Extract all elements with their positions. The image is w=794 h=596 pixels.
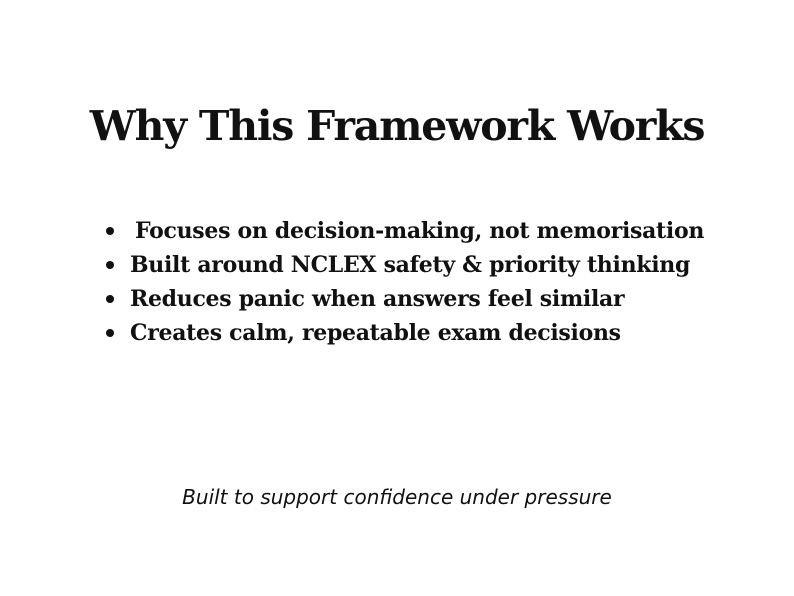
- list-item: [104, 316, 704, 350]
- bullet-icon: [106, 329, 114, 337]
- bullet-icon: [106, 295, 114, 303]
- list-item: [104, 282, 704, 316]
- list-item: [104, 248, 704, 282]
- list-item: [104, 214, 704, 248]
- bullet-list: [104, 214, 704, 350]
- bullet-text: Built around NCLEX safety & priority thinking: [130, 252, 691, 278]
- bullet-text: Focuses on decision-making, not memorisation: [135, 218, 705, 244]
- bullet-text: Creates calm, repeatable exam decisions: [130, 320, 621, 346]
- bullet-icon: [106, 227, 114, 235]
- slide-title: Why This Framework Works: [89, 102, 705, 150]
- tagline: Built to support confidence under pressure: [182, 485, 612, 509]
- bullet-icon: [106, 261, 114, 269]
- bullet-text: Reduces panic when answers feel similar: [130, 286, 625, 312]
